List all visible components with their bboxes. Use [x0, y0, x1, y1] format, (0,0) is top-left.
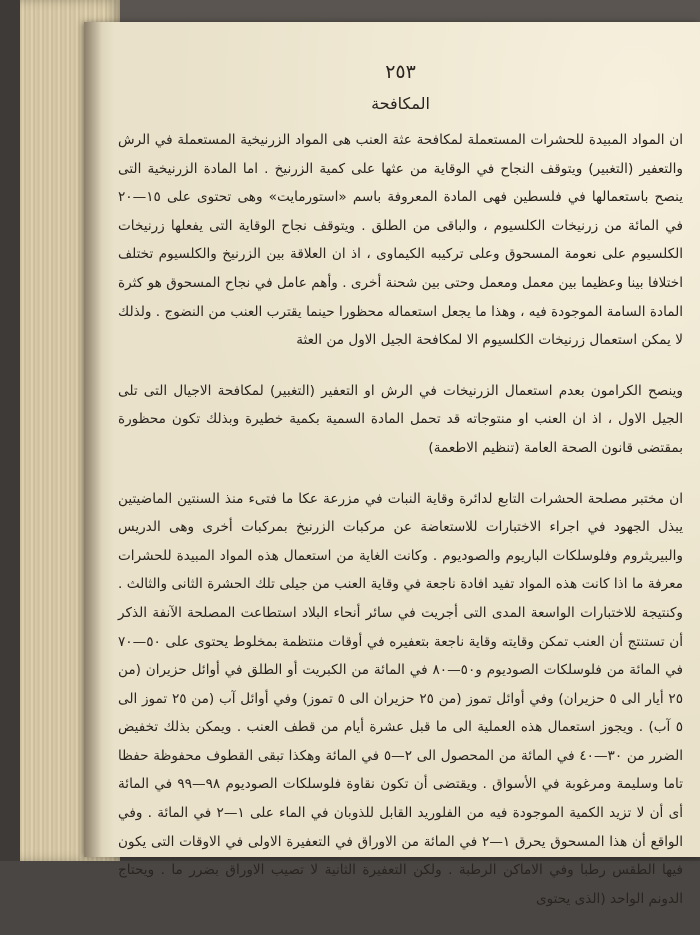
paragraph-1: ان المواد المبيدة للحشرات المستعملة لمكافحة عثة العنب هى المواد الزرنيخية المستعملة في الرش والتعفير (التغبير) ويتوقف النجاح في الوقاية من عثها على كمية الزرنيخ . اما المادة الزرنيخية التى ينصح باستعمالها في فلسطين فهى المادة المعروفة باسم «استورمايت» وهى تحتوى على ١٥—٢٠ في المائة من زرنيخات الكلسيوم ، والباقى من الطلق . ويتوقف نجاح الوقاية التى يفعلها زرنيخات الكلسيوم على نعومة المسحوق وعلى تركيبه الكيماوى ، اذ ان العلاقة بين الزرنيخ والكلسيوم تختلف اختلافا بينا وعظيما بين معمل ومعمل وحتى بين شحنة أخرى . وأهم عامل في نجاح المسحوق هو كثرة المادة السامة الموجودة فيه ، وهذا ما يجعل استعماله محظورا حينما يقترب العنب من النضوج . ولذلك لا يمكن استعمال زرنيخات الكلسيوم الا لمكافحة الجيل الاول من العثة — [118, 132, 683, 349]
paragraph-2: وينصح الكرامون بعدم استعمال الزرنيخات في الرش او التعفير (التغبير) لمكافحة الاجيال التى تلى الجيل الاول ، اذ ان العنب او منتوجاته قد تحمل المادة السمية بكمية خطيرة وبذلك تكون محظورة بمقتضى قانون الصحة العامة (تنظيم الاطعمة) — [118, 382, 683, 456]
binding-shadow — [84, 22, 102, 857]
section-title: المكافحة — [371, 94, 430, 113]
page-content — [118, 60, 683, 935]
page-number: ٢٥٣ — [385, 61, 416, 83]
paragraph-3: ان مختبر مصلحة الحشرات التابع لدائرة وقاية النبات في مزرعة عكا ما فتىء منذ السنتين الماضيتين يبذل الجهود في اجراء الاختبارات للاستعاضة عن مركبات الزرنيخ بمركبات أخرى وهى الدريس والبيريثروم وفلوسلكات الباريوم والصوديوم . وكانت الغاية من استعمال هذه المواد المبيدة للحشرات معرفة ما اذا كانت هذه المواد تفيد افادة ناجعة في وقاية العنب من جيلى تلك الحشرة الثانى والثالث . وكنتيجة للاختبارات الواسعة المدى التى أجريت في سائر أنحاء البلاد استطاعت المصلحة الآنفة الذكر أن تستنتج أن العنب تمكن وقايته وقاية ناجعة بتعفيره في أوقات منتظمة بمخلوط يحتوى على ٥٠—٧٠ في المائة من فلوسلكات الصوديوم و٥٠—٨٠ في المائة من الكبريت أو الطلق في أوائل حزيران (من ٢٥ أيار الى ٥ حزيران) وفي أوائل تموز (من ٢٥ حزيران الى ٥ تموز) وفي أوائل آب (من ٢٥ تموز الى ٥ آب) . ويجوز استعمال هذه العملية الى ما قبل عشرة أيام من قطف العنب . ويمكن بذلك تخفيض الضرر من ٣٠—٤٠ في المائة من المحصول الى ٢—٥ في المائة وهكذا تبقى القطوف محفوظة حفظا تاما وسليمة ومرغوبة في الأسواق . ويقتضى أن تكون نقاوة فلوسلكات الصوديوم ٩٨—٩٩ في المائة أى أن لا تزيد الكمية الموجودة فيه من الفلوريد القابل للذوبان في الماء على ١—٢ في المائة . وفي الواقع أن هذا المسحوق يحرق ١—٢ في المائة من الاوراق في التعفيرة الاولى في الاوقات التى يكون فيها الطقس رطبا وفي الاماكن الرطبة . ولكن التعفيرة الثانية لا تصيب الاوراق بضرر ما . ويحتاج الدونم الواحد (الذى يحتوى — [118, 490, 683, 907]
